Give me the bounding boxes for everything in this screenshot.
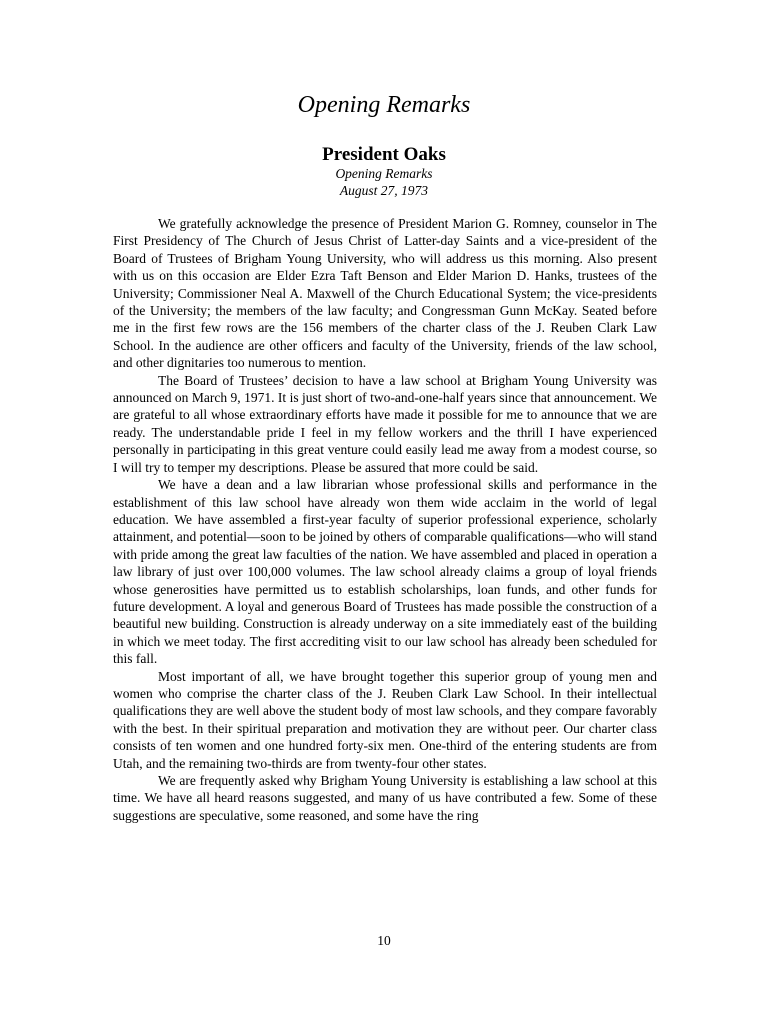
page-heading: Opening Remarks [297,92,471,118]
page-number: 10 [377,933,391,948]
paragraph: The Board of Trustees’ decision to have a law school at Brigham Young University was announced on March 9, 1971. It is just short of two-and-one-half years since that announcement. We are grateful to all whose extraordinary efforts have made it possible for me to announce that we are ready. The understandable pride I feel in my fellow workers and the thrill I have experienced personally in participating in this great venture could easily lead me away from a modest course, so I will try to temper my descriptions. Please be assured that more could be said. [113,372,657,475]
paragraph: We gratefully acknowledge the presence of President Marion G. Romney, counselor in The First Presidency of The Church of Jesus Christ of Latter-day Saints and a vice-president of the Board of Trustees of Brigham Young University, who will address us this morning. Also present with us on this occasion are Elder Ezra Taft Benson and Elder Marion D. Hanks, trustees of the University; Commissioner Neal A. Maxwell of the Church Educational System; the vice-presidents of the University; the members of the law faculty; and Congressman Gunn McKay. Seated before me in the first few rows are the 156 members of the charter class of the J. Reuben Clark Law School. In the audience are other officers and faculty of the University, friends of the law school, and other dignitaries too numerous to mention. [113,216,657,371]
paragraph: We are frequently asked why Brigham Young University is establishing a law school at this time. We have all heard reasons suggested, and many of us have contributed a few. Some of these suggestions are speculative, some reasoned, and some have the ring [113,773,657,823]
paragraph: Most important of all, we have brought together this superior group of young men and women who comprise the charter class of the J. Reuben Clark Law School. In their intellectual qualifications they are well above the student body of most law schools, and they compare favorably with the best. In their spiritual preparation and motivation they are without peer. Our charter class consists of ten women and one hundred forty-six men. One-third of the entering students are from Utah, and the remaining two-thirds are from twenty-four other states. [113,668,657,771]
talk-subtitle: Opening Remarks [335,166,433,181]
talk-date: August 27, 1973 [339,183,429,198]
speaker-title: President Oaks [322,144,446,165]
body-text [113,215,657,824]
paragraph: We have a dean and a law librarian whose professional skills and performance in the establishment of this law school have already won them wide acclaim in the world of legal education. We have assembled a first-year faculty of superior professional experience, scholarly attainment, and potential—soon to be joined by others of comparable qualifications—who will stand with pride among the great law faculties of the nation. We have assembled and placed in operation a law library of just over 100,000 volumes. The law school already claims a group of loyal friends whose generosities have permitted us to establish scholarships, loan funds, and other funds for future development. A loyal and generous Board of Trustees has made possible the construction of a beautiful new building. Construction is already underway on a site immediately east of the building in which we meet today. The first accrediting visit to our law school has already been scheduled for this fall. [113,477,658,667]
